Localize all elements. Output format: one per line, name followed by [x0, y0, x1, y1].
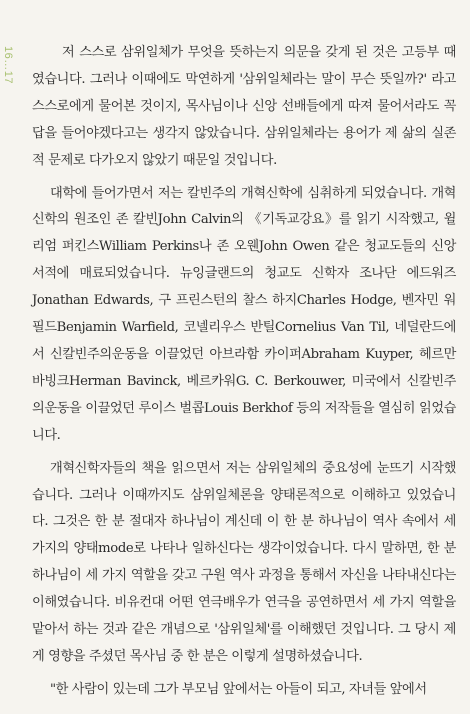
paragraph: 개혁신학자들의 책을 읽으면서 저는 삼위일체의 중요성에 눈뜨기 시작했습니다. 그러나 이때까지도 삼위일체론을 양태론적으로 이해하고 있었습니다. 그것은 한 분 절대자 하나님이 계신데 이 한 분 하나님이 역사 속에서 세 가지의 양태mode로 나타나 일하신다는 생각이었습니다. 다시 말하면, 한 분 하나님이 세 가지 역할을 갖고 구원 역사 과정을 통해서 자신을 나타내신다는 이해였습니다. 비유컨대 어떤 연극배우가 연극을 공연하면서 세 가지 역할을 맡아서 하는 것과 같은 개념으로 '삼위일체'를 이해했던 것입니다. 그 당시 제게 영향을 주셨던 목사님 중 한 분은 이렇게 설명하셨습니다. [32, 460, 456, 664]
paragraph: "한 사람이 있는데 그가 부모님 앞에서는 아들이 되고, 자녀들 앞에서 [50, 681, 427, 697]
page-number: 16…17 [2, 46, 14, 84]
body-text [32, 40, 456, 710]
paragraph: 대학에 들어가면서 저는 칼빈주의 개혁신학에 심취하게 되었습니다. 개혁신학의 원조인 존 칼빈John Calvin의 《기독교강요》를 읽기 시작했고, 윌리엄 퍼킨스William Perkins나 존 오웬John Owen 같은 청교도들의 신앙서적에 매료되었습니다. 뉴잉글랜드의 청교도 신학자 조나단 에드워즈Jonathan Edwards, 구 프린스턴의 찰스 하지Charles Hodge, 벤자민 워필드Benjamin Warfield, 코넬리우스 반틸Cornelius Van Til, 네덜란드에서 신칼빈주의운동을 이끌었던 아브라함 카이퍼Abraham Kuyper, 헤르만 바빙크Herman Bavinck, 베르카워G. C. Berkouwer, 미국에서 신칼빈주의운동을 이끌었던 루이스 벌콥Louis Berkhof 등의 저작들을 열심히 읽었습니다. [32, 185, 456, 443]
paragraph: 저 스스로 삼위일체가 무엇을 뜻하는지 의문을 갖게 된 것은 고등부 때였습니다. 그러나 이때에도 막연하게 '삼위일체라는 말이 무슨 뜻일까?' 라고 스스로에게 물어본 것이지, 목사님이나 신앙 선배들에게 따져 물어서라도 꼭 답을 들어야겠다고는 생각지 않았습니다. 삼위일체라는 용어가 제 삶의 실존적 문제로 다가오지 않았기 때문일 것입니다. [32, 45, 456, 168]
